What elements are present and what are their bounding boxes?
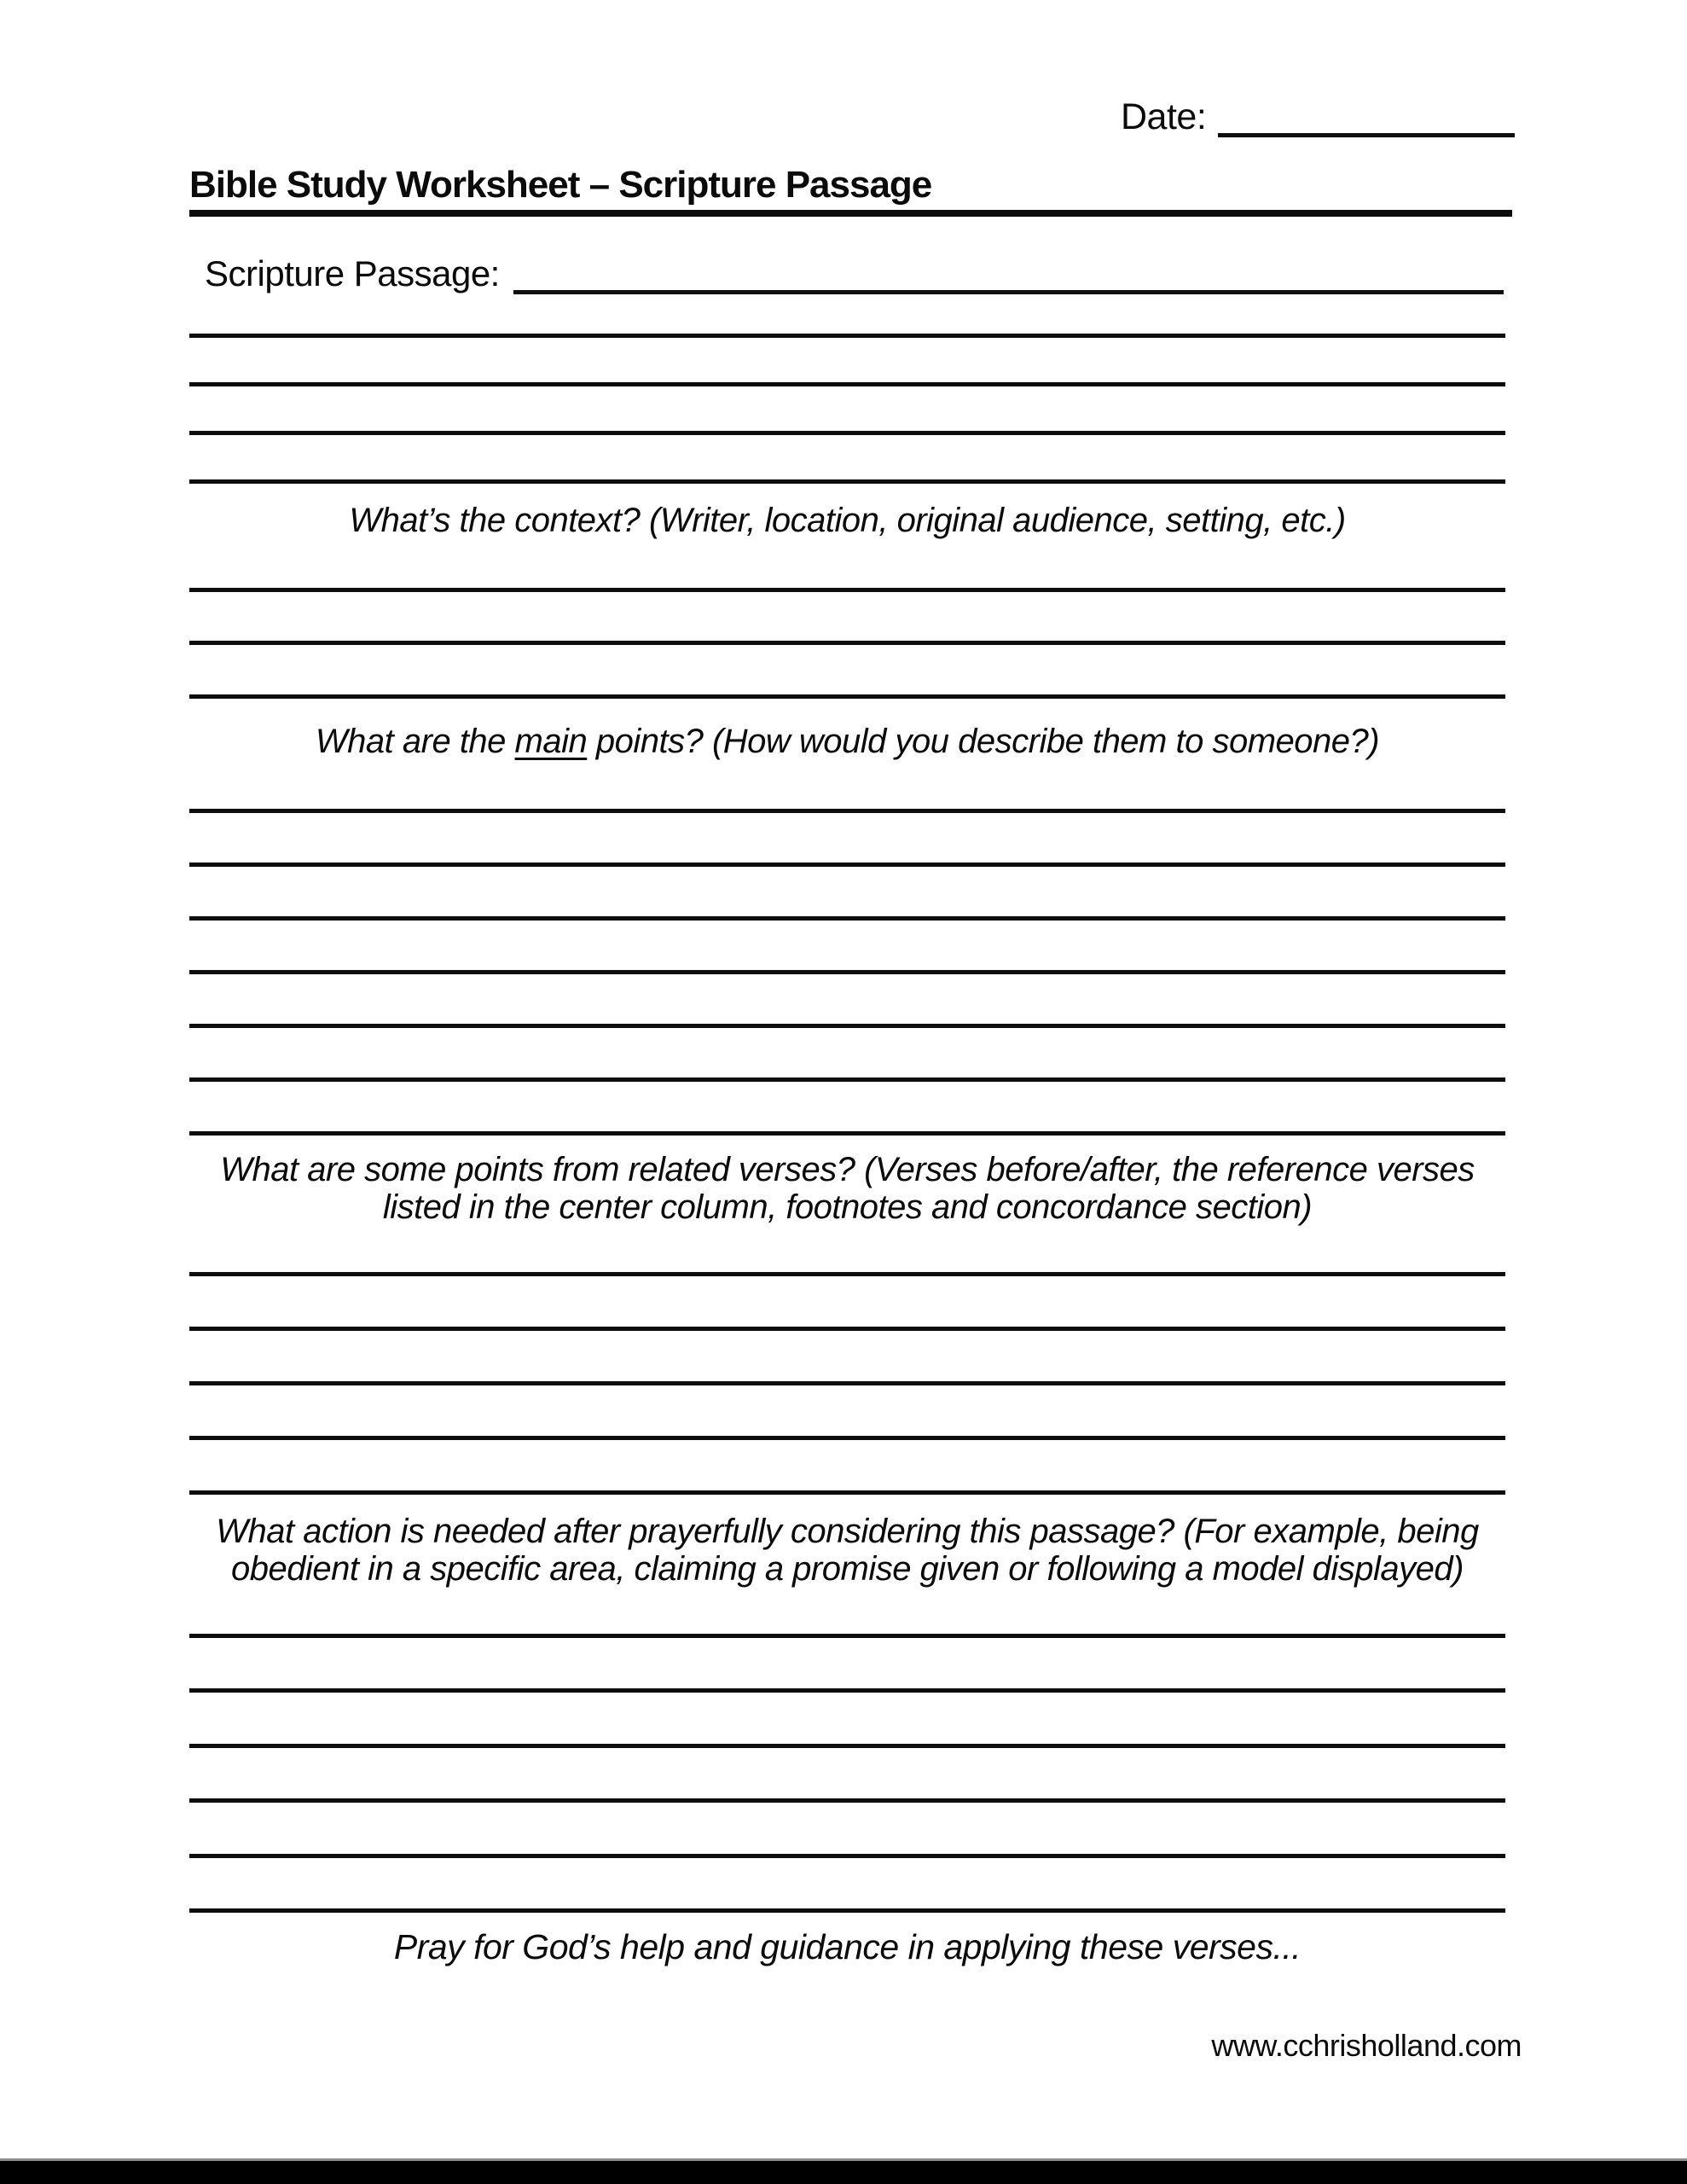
prompt-text: points? (How would you describe them to someone?) bbox=[587, 723, 1380, 760]
page-title: Bible Study Worksheet – Scripture Passage bbox=[189, 164, 932, 206]
writing-line bbox=[189, 538, 1505, 592]
prompt-line bbox=[189, 1513, 1505, 1550]
writing-line bbox=[189, 1440, 1505, 1495]
prayer-note: Pray for God’s help and guidance in applying these verses... bbox=[393, 1927, 1301, 1966]
prompt-line bbox=[189, 723, 1505, 760]
writing-line bbox=[189, 921, 1505, 974]
writing-line bbox=[189, 1331, 1505, 1385]
writing-line bbox=[189, 813, 1505, 867]
scripture-passage-blank-line bbox=[513, 251, 1504, 294]
writing-line bbox=[189, 1222, 1505, 1276]
prompt-line bbox=[189, 1188, 1505, 1226]
prompt-text: What action is needed after prayerfully considering this passage? (For example, being bbox=[216, 1513, 1479, 1550]
date-row bbox=[1121, 94, 1515, 137]
prompt-text: What’s the context? (Writer, location, original audience, setting, etc.) bbox=[349, 502, 1346, 539]
writing-line bbox=[189, 1693, 1505, 1748]
writing-line bbox=[189, 867, 1505, 921]
writing-line bbox=[189, 1276, 1505, 1331]
writing-line bbox=[189, 338, 1505, 386]
prompt-line bbox=[189, 1151, 1505, 1188]
website-url: www.cchrisholland.com bbox=[1211, 2028, 1522, 2063]
writing-line bbox=[189, 1583, 1505, 1638]
writing-line bbox=[189, 435, 1505, 484]
prompt-line bbox=[189, 502, 1505, 539]
writing-line bbox=[189, 592, 1505, 646]
date-label: Date: bbox=[1121, 96, 1207, 137]
writing-line bbox=[189, 1028, 1505, 1082]
writing-line bbox=[189, 386, 1505, 435]
writing-line bbox=[189, 974, 1505, 1028]
prompt-text: obedient in a specific area, claiming a promise given or following a model displayed) bbox=[231, 1550, 1464, 1588]
underlined-word: main bbox=[514, 723, 588, 760]
title-block bbox=[189, 166, 1512, 217]
prompt-text: What are the bbox=[315, 723, 515, 760]
writing-line bbox=[189, 1082, 1505, 1136]
writing-lines-main-points bbox=[189, 759, 1505, 1136]
title-rule bbox=[189, 210, 1512, 217]
scan-bottom-bar bbox=[0, 2158, 1687, 2184]
writing-line bbox=[189, 289, 1505, 338]
writing-lines-context bbox=[189, 538, 1505, 699]
writing-lines-related-verses bbox=[189, 1222, 1505, 1495]
writing-line bbox=[189, 1638, 1505, 1693]
prompt-text: listed in the center column, footnotes and concordance section) bbox=[382, 1188, 1313, 1226]
writing-lines-action bbox=[189, 1583, 1505, 1913]
prompt-main-points bbox=[189, 723, 1505, 760]
writing-line bbox=[189, 1858, 1505, 1914]
prompt-action bbox=[189, 1513, 1505, 1588]
scripture-passage-label: Scripture Passage: bbox=[205, 253, 500, 293]
scripture-passage-row bbox=[205, 251, 1504, 294]
writing-line bbox=[189, 1748, 1505, 1804]
writing-line bbox=[189, 1803, 1505, 1858]
prompt-related-verses bbox=[189, 1151, 1505, 1226]
prompt-text: What are some points from related verses? (Verses before/after, the reference verses bbox=[220, 1151, 1475, 1188]
writing-line bbox=[189, 1385, 1505, 1440]
writing-lines-scripture-passage-lines bbox=[189, 289, 1505, 484]
date-blank-line bbox=[1218, 94, 1515, 137]
writing-line bbox=[189, 645, 1505, 699]
prompt-context bbox=[189, 502, 1505, 539]
writing-line bbox=[189, 759, 1505, 813]
